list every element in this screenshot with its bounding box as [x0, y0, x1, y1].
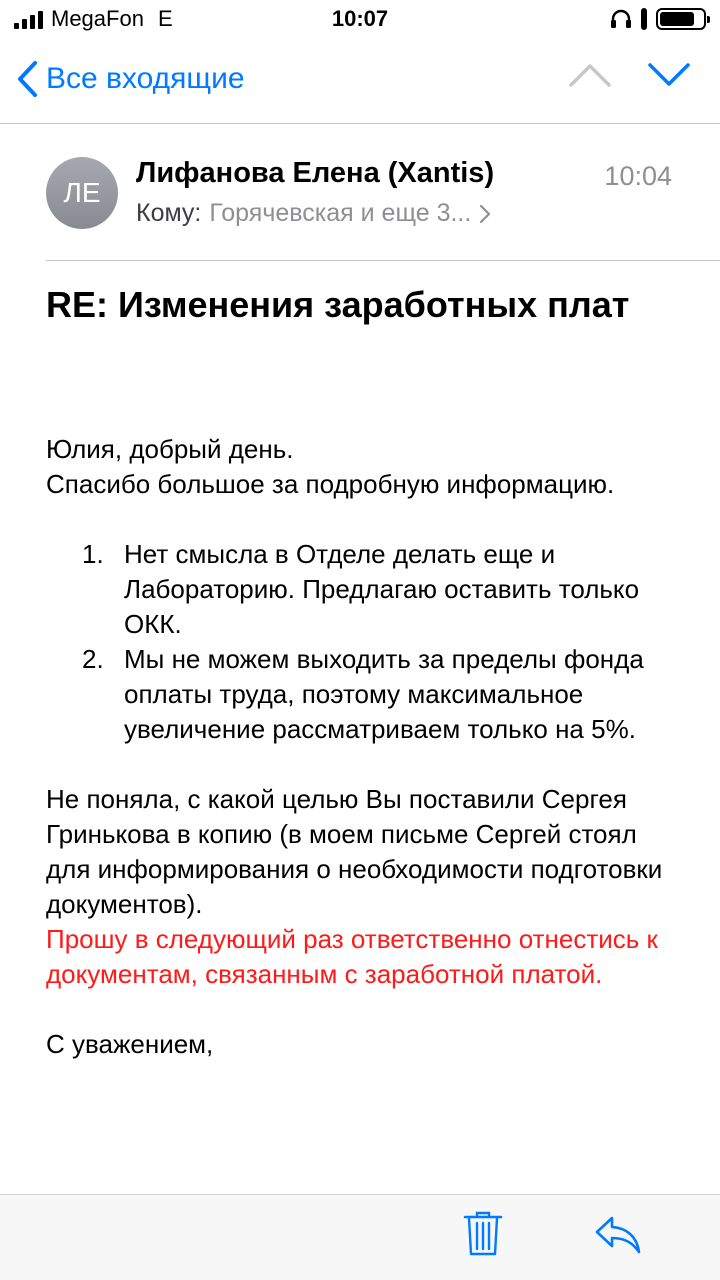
- sender-name[interactable]: Лифанова Елена (Xantis): [136, 157, 495, 189]
- network-type: E: [157, 6, 173, 31]
- message-header: [0, 125, 720, 261]
- list-text: Мы не можем выходить за пределы фонда оплаты труда, поэтому максимальное увеличение рассматриваем только на 5%.: [124, 644, 644, 744]
- status-bar: [0, 0, 720, 40]
- battery-icon: [656, 8, 706, 30]
- closing-line: С уважением,: [46, 1029, 214, 1059]
- numbered-list: [46, 537, 686, 747]
- body-paragraph: Не поняла, с какой целью Вы поставили Сергея Гринькова в копию (в моем письме Сергей стоял для информирования о необходимости подготовки документов).: [46, 784, 663, 919]
- chevron-right-icon: [479, 204, 491, 224]
- chevron-up-icon: [568, 62, 612, 88]
- to-label: Кому:: [136, 199, 202, 227]
- highlighted-paragraph: Прошу в следующий раз ответственно отнестись к документам, связанным с заработной платой.: [46, 924, 658, 989]
- back-label: Все входящие: [46, 62, 245, 95]
- list-number: 1.: [82, 539, 104, 569]
- carrier-name: MegaFon: [51, 6, 144, 31]
- status-icons: [610, 8, 706, 30]
- reply-icon: [594, 1215, 642, 1255]
- greeting: Юлия, добрый день.: [46, 434, 294, 464]
- headphones-icon: [610, 9, 632, 29]
- trash-icon: [463, 1211, 503, 1257]
- list-text: Нет смысла в Отделе делать еще и Лабораторию. Предлагаю оставить только ОКК.: [124, 539, 640, 639]
- recipients-summary: Горячевская и еще 3...: [209, 199, 472, 227]
- nav-bar: [0, 40, 720, 124]
- orientation-lock-icon: [640, 8, 648, 30]
- previous-message-button[interactable]: [568, 62, 612, 93]
- list-item: [46, 537, 686, 642]
- delete-button[interactable]: [463, 1211, 503, 1262]
- message-body: [46, 432, 686, 1062]
- message-time: 10:04: [604, 161, 672, 191]
- message-subject: RE: Изменения заработных плат: [46, 284, 630, 325]
- chevron-left-icon: [16, 60, 38, 98]
- back-button[interactable]: [16, 60, 245, 98]
- avatar[interactable]: ЛЕ: [46, 157, 118, 229]
- thanks-line: Спасибо большое за подробную информацию.: [46, 469, 615, 499]
- list-item: [46, 642, 686, 747]
- next-message-button[interactable]: [647, 62, 691, 93]
- reply-button[interactable]: [594, 1215, 642, 1260]
- list-number: 2.: [82, 644, 104, 674]
- bottom-toolbar: [0, 1194, 720, 1280]
- chevron-down-icon: [647, 62, 691, 88]
- status-time: 10:07: [331, 6, 389, 31]
- recipients-line[interactable]: [136, 199, 491, 228]
- header-divider: [46, 260, 720, 261]
